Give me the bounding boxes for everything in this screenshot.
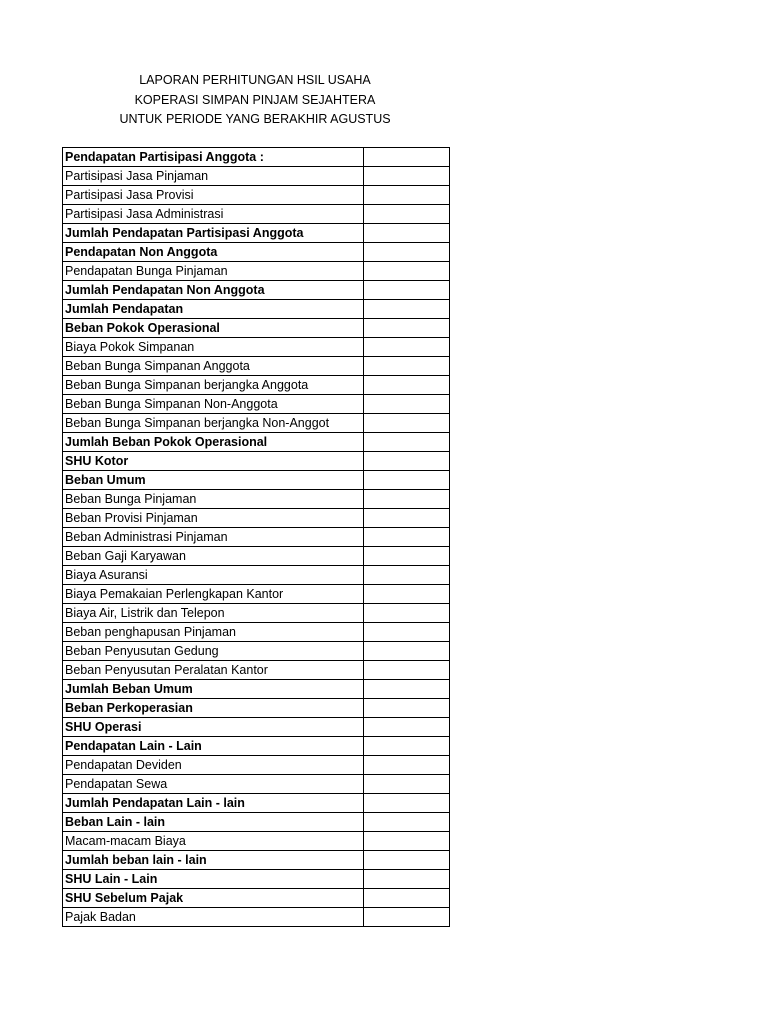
row-label: Beban Administrasi Pinjaman xyxy=(63,528,364,547)
table-row-heading xyxy=(63,452,450,471)
row-label: Beban Bunga Simpanan berjangka Non-Anggot xyxy=(63,414,364,433)
table-row-heading xyxy=(63,300,450,319)
table-row xyxy=(63,490,450,509)
row-value-cell xyxy=(364,490,450,509)
table-row xyxy=(63,908,450,927)
row-value-cell xyxy=(364,775,450,794)
row-label: Beban Penyusutan Gedung xyxy=(63,642,364,661)
table-row-heading xyxy=(63,870,450,889)
row-label: Jumlah Beban Umum xyxy=(63,680,364,699)
row-label: Biaya Asuransi xyxy=(63,566,364,585)
row-value-cell xyxy=(364,718,450,737)
table-row-heading xyxy=(63,851,450,870)
table-row xyxy=(63,414,450,433)
table-row xyxy=(63,585,450,604)
table-row xyxy=(63,509,450,528)
row-label: Beban Bunga Simpanan berjangka Anggota xyxy=(63,376,364,395)
company-name: KOPERASI SIMPAN PINJAM SEJAHTERA xyxy=(134,92,376,107)
row-label: Jumlah Pendapatan Non Anggota xyxy=(63,281,364,300)
row-value-cell xyxy=(364,376,450,395)
table-row-heading xyxy=(63,281,450,300)
row-value-cell xyxy=(364,205,450,224)
table-row xyxy=(63,186,450,205)
row-value-cell xyxy=(364,167,450,186)
row-value-cell xyxy=(364,243,450,262)
row-value-cell xyxy=(364,224,450,243)
table-row-heading xyxy=(63,794,450,813)
row-label: Pajak Badan xyxy=(63,908,364,927)
table-row xyxy=(63,547,450,566)
table-row xyxy=(63,566,450,585)
row-label: Pendapatan Sewa xyxy=(63,775,364,794)
table-row xyxy=(63,338,450,357)
table-row-heading xyxy=(63,433,450,452)
row-label: Pendapatan Non Anggota xyxy=(63,243,364,262)
table-row xyxy=(63,262,450,281)
row-label: SHU Lain - Lain xyxy=(63,870,364,889)
table-row-heading xyxy=(63,471,450,490)
report-header xyxy=(62,71,448,130)
row-value-cell xyxy=(364,642,450,661)
row-label: Biaya Pokok Simpanan xyxy=(63,338,364,357)
row-label: Beban Umum xyxy=(63,471,364,490)
row-value-cell xyxy=(364,281,450,300)
row-label: Beban Perkoperasian xyxy=(63,699,364,718)
row-value-cell xyxy=(364,547,450,566)
row-label: Pendapatan Bunga Pinjaman xyxy=(63,262,364,281)
row-label: Macam-macam Biaya xyxy=(63,832,364,851)
row-value-cell xyxy=(364,699,450,718)
row-label: Beban Pokok Operasional xyxy=(63,319,364,338)
row-label: Jumlah beban lain - lain xyxy=(63,851,364,870)
row-label: Partisipasi Jasa Pinjaman xyxy=(63,167,364,186)
row-value-cell xyxy=(364,433,450,452)
row-value-cell xyxy=(364,737,450,756)
table-row xyxy=(63,756,450,775)
income-statement-table xyxy=(62,147,450,927)
row-value-cell xyxy=(364,414,450,433)
row-label: Pendapatan Partisipasi Anggota : xyxy=(63,148,364,167)
table-row-heading xyxy=(63,680,450,699)
row-label: Beban Provisi Pinjaman xyxy=(63,509,364,528)
report-period: UNTUK PERIODE YANG BERAKHIR AGUSTUS xyxy=(119,112,391,126)
row-value-cell xyxy=(364,756,450,775)
row-label: Jumlah Beban Pokok Operasional xyxy=(63,433,364,452)
table-row-heading xyxy=(63,243,450,262)
row-value-cell xyxy=(364,813,450,832)
row-label: Beban Gaji Karyawan xyxy=(63,547,364,566)
table-row-heading xyxy=(63,148,450,167)
table-row xyxy=(63,832,450,851)
table-row-heading xyxy=(63,319,450,338)
row-label: Partisipasi Jasa Administrasi xyxy=(63,205,364,224)
row-value-cell xyxy=(364,604,450,623)
row-value-cell xyxy=(364,623,450,642)
table-row xyxy=(63,623,450,642)
table-row xyxy=(63,775,450,794)
table-row xyxy=(63,661,450,680)
row-value-cell xyxy=(364,851,450,870)
table-row-heading xyxy=(63,813,450,832)
row-value-cell xyxy=(364,357,450,376)
table-row xyxy=(63,376,450,395)
row-value-cell xyxy=(364,319,450,338)
row-label: SHU Kotor xyxy=(63,452,364,471)
row-value-cell xyxy=(364,262,450,281)
row-value-cell xyxy=(364,395,450,414)
row-label: Jumlah Pendapatan xyxy=(63,300,364,319)
row-label: Beban Bunga Simpanan Anggota xyxy=(63,357,364,376)
row-value-cell xyxy=(364,338,450,357)
row-label: Pendapatan Lain - Lain xyxy=(63,737,364,756)
row-value-cell xyxy=(364,471,450,490)
row-label: SHU Sebelum Pajak xyxy=(63,889,364,908)
row-value-cell xyxy=(364,870,450,889)
table-row xyxy=(63,395,450,414)
table-row-heading xyxy=(63,889,450,908)
row-label: Beban Penyusutan Peralatan Kantor xyxy=(63,661,364,680)
row-label: Pendapatan Deviden xyxy=(63,756,364,775)
table-row xyxy=(63,528,450,547)
row-label: Jumlah Pendapatan Lain - lain xyxy=(63,794,364,813)
table-row xyxy=(63,205,450,224)
row-value-cell xyxy=(364,661,450,680)
income-statement-body xyxy=(63,148,450,927)
row-label: Biaya Air, Listrik dan Telepon xyxy=(63,604,364,623)
row-value-cell xyxy=(364,452,450,471)
row-label: Beban Lain - lain xyxy=(63,813,364,832)
table-row-heading xyxy=(63,737,450,756)
row-label: Biaya Pemakaian Perlengkapan Kantor xyxy=(63,585,364,604)
row-value-cell xyxy=(364,148,450,167)
table-row xyxy=(63,604,450,623)
row-label: Beban Bunga Simpanan Non-Anggota xyxy=(63,395,364,414)
table-row xyxy=(63,642,450,661)
row-label: Beban Bunga Pinjaman xyxy=(63,490,364,509)
row-label: Partisipasi Jasa Provisi xyxy=(63,186,364,205)
report-title: LAPORAN PERHITUNGAN HSIL USAHA xyxy=(139,73,371,87)
row-value-cell xyxy=(364,680,450,699)
row-value-cell xyxy=(364,186,450,205)
table-row xyxy=(63,167,450,186)
row-value-cell xyxy=(364,528,450,547)
row-label: Beban penghapusan Pinjaman xyxy=(63,623,364,642)
table-row-heading xyxy=(63,718,450,737)
table-row-heading xyxy=(63,224,450,243)
row-value-cell xyxy=(364,585,450,604)
row-value-cell xyxy=(364,509,450,528)
table-row-heading xyxy=(63,699,450,718)
row-value-cell xyxy=(364,889,450,908)
row-value-cell xyxy=(364,908,450,927)
row-value-cell xyxy=(364,832,450,851)
row-value-cell xyxy=(364,300,450,319)
row-label: Jumlah Pendapatan Partisipasi Anggota xyxy=(63,224,364,243)
table-row xyxy=(63,357,450,376)
row-value-cell xyxy=(364,794,450,813)
row-label: SHU Operasi xyxy=(63,718,364,737)
row-value-cell xyxy=(364,566,450,585)
